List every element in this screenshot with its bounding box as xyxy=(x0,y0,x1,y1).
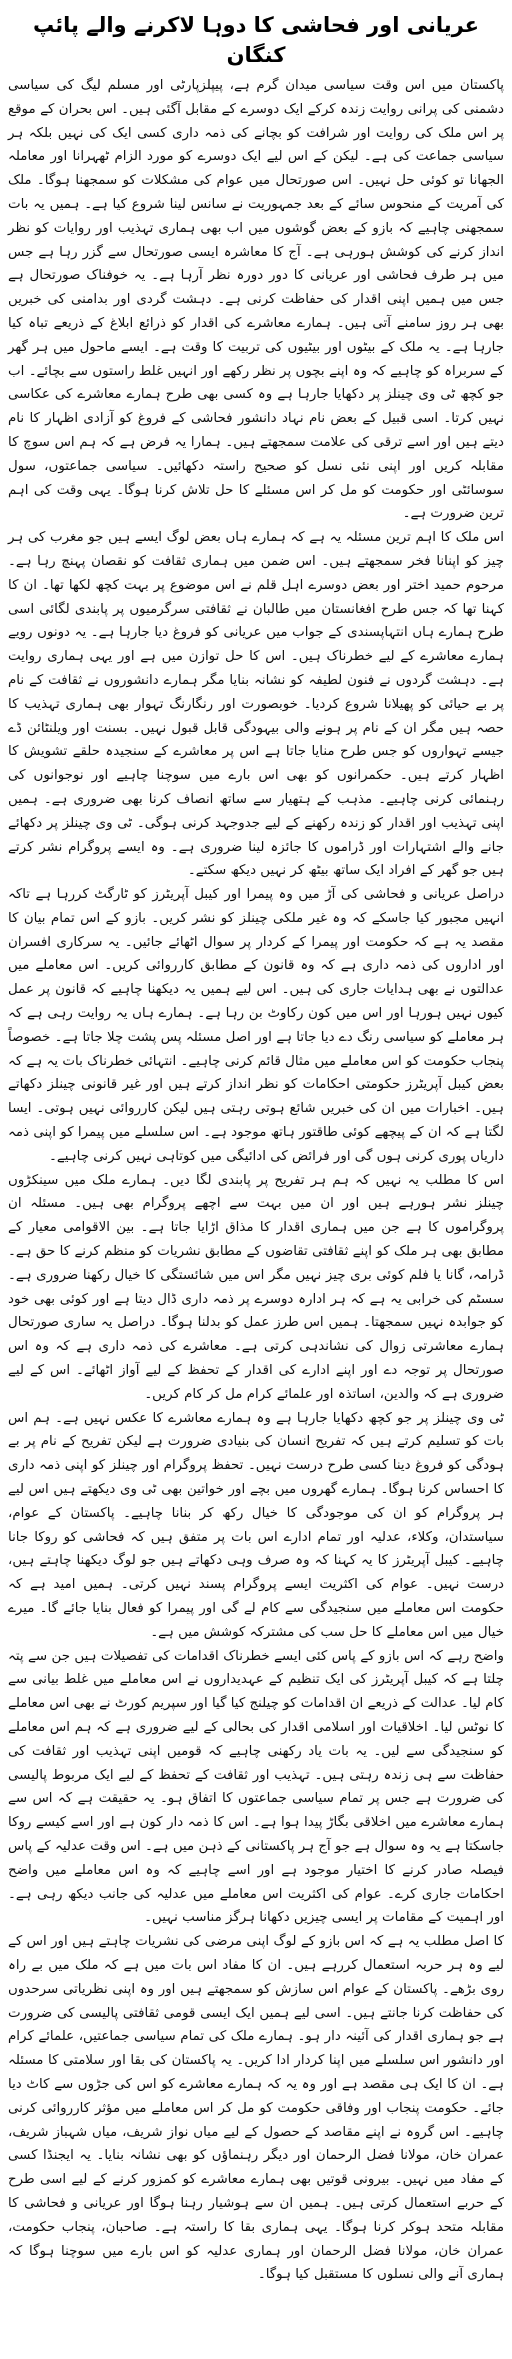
article-paragraph-3: دراصل عریانی و فحاشی کی آڑ میں وہ پیمرا اور کیبل آپریٹرز کو ٹارگٹ کررہا ہے تاکہ انہیں مجبور کیا جاسکے کہ وہ غیر ملکی چینلز کو نشر کریں۔ بازو کے اس تمام بیان کا مقصد یہ ہے کہ حکومت اور پیمرا کے کردار پر سوال اٹھائے جائیں۔ یہ سرکاری افسران اور اداروں کی ذمہ داری ہے کہ وہ قانون کے مطابق کارروائی کریں۔ اس معاملے میں عدالتوں نے بھی ہدایات جاری کی ہیں۔ اس لیے ہمیں یہ دیکھنا چاہیے کہ قانون پر عمل کیوں نہیں ہورہا اور اس میں کون رکاوٹ بن رہا ہے۔ ہمارے ہاں یہ روایت رہی ہے کہ ہر معاملے کو سیاسی رنگ دے دیا جاتا ہے اور اصل مسئلہ پس پشت چلا جاتا ہے۔ خصوصاً پنجاب حکومت کو اس معاملے میں مثال قائم کرنی چاہیے۔ انتہائی خطرناک بات یہ ہے کہ بعض کیبل آپریٹرز حکومتی احکامات کو نظر انداز کرتے ہیں اور غیر قانونی چینلز دکھاتے ہیں۔ اخبارات میں ان کی خبریں شائع ہوتی رہتی ہیں لیکن کارروائی نہیں ہوتی۔ ایسا لگتا ہے کہ ان کے پیچھے کوئی طاقتور ہاتھ موجود ہے۔ اس سلسلے میں پیمرا کو اپنی ذمہ داریاں پوری کرنی ہوں گی اور فرائض کی ادائیگی میں کوتاہی نہیں کرنی چاہیے۔ xyxy=(8,887,504,1164)
article-paragraph-5: ٹی وی چینلز پر جو کچھ دکھایا جارہا ہے وہ ہمارے معاشرے کا عکس نہیں ہے۔ ہم اس بات کو تسلیم کرتے ہیں کہ تفریح انسان کی بنیادی ضرورت ہے لیکن تفریح کے نام پر بے ہودگی کو فروغ دینا کسی طرح درست نہیں۔ تحفظ پروگرام اور چینلز کو اپنی ذمہ داری کا احساس کرنا ہوگا۔ ہمارے گھروں میں بچے اور خواتین بھی ٹی وی دیکھتے ہیں اس لیے ہر پروگرام کو ان کی موجودگی کا خیال رکھ کر بنانا چاہیے۔ پاکستان کے عوام، سیاستدان، وکلاء، عدلیہ اور تمام ادارے اس بات پر متفق ہیں کہ فحاشی کو روکا جانا چاہیے۔ کیبل آپریٹرز کا یہ کہنا کہ وہ صرف وہی دکھاتے ہیں جو لوگ دیکھنا چاہتے ہیں، درست نہیں۔ عوام کی اکثریت ایسے پروگرام پسند نہیں کرتی۔ ہمیں امید ہے کہ حکومت اس معاملے میں سنجیدگی سے کام لے گی اور پیمرا کو فعال بنایا جائے گا۔ میرے خیال میں اس معاملے کا حل سب کی مشترکہ کوشش میں ہے۔ xyxy=(8,1410,504,1640)
article-headline: عریانی اور فحاشی کا دوہا لاکرنے والے پائپ کنگان xyxy=(32,13,480,67)
article-paragraph-2: اس ملک کا اہم ترین مسئلہ یہ ہے کہ ہمارے ہاں بعض لوگ ایسے ہیں جو مغرب کی ہر چیز کو اپنانا فخر سمجھتے ہیں۔ اس ضمن میں ہماری ثقافت کو نقصان پہنچ رہا ہے۔ مرحوم حمید اختر اور بعض دوسرے اہل قلم نے اس موضوع پر بہت کچھ لکھا تھا۔ ان کا کہنا تھا کہ جس طرح افغانستان میں طالبان نے ثقافتی سرگرمیوں پر پابندی لگائی اسی طرح ہمارے ہاں انتہاپسندی کے جواب میں عریانی کو فروغ دیا جارہا ہے۔ یہ دونوں رویے ہمارے معاشرے کے لیے خطرناک ہیں۔ اس کا حل توازن میں ہے اور یہی ہماری روایت ہے۔ دہشت گردوں نے فنون لطیفہ کو نشانہ بنایا مگر ہمارے دانشوروں نے ثقافت کے نام پر بے حیائی کو پھیلانا شروع کردیا۔ خوبصورت اور رنگارنگ تہوار بھی ہماری تہذیب کا حصہ ہیں مگر ان کے نام پر ہونے والی بیہودگی قابل قبول نہیں۔ بسنت اور ویلنٹائن ڈے جیسے تہواروں کو جس طرح منایا جاتا ہے اس پر معاشرے کے سنجیدہ حلقے تشویش کا اظہار کرتے ہیں۔ حکمرانوں کو بھی اس بارے میں سوچنا چاہیے اور نوجوانوں کی رہنمائی کرنی چاہیے۔ مذہب کے ہتھیار سے ساتھ انصاف کرنا بھی ضروری ہے۔ ہمیں اپنی تہذیب اور اقدار کو زندہ رکھنے کے لیے جدوجہد کرنی ہوگی۔ ٹی وی چینلز پر دکھائے جانے والے اشتہارات اور ڈراموں کا جائزہ لینا ضروری ہے۔ وہ ایسے پروگرام نشر کرتے ہیں جو گھر کے افراد ایک ساتھ بیٹھ کر نہیں دیکھ سکتے۔ xyxy=(8,530,504,879)
article-body xyxy=(8,74,504,2287)
article-paragraph-7: کا اصل مطلب یہ ہے کہ اس بازو کے لوگ اپنی مرضی کی نشریات چاہتے ہیں اور اس کے لیے وہ ہر حربہ استعمال کررہے ہیں۔ ان کا مفاد اس بات میں ہے کہ ملک میں بے راہ روی بڑھے۔ پاکستان کے عوام اس سازش کو سمجھتے ہیں اور وہ اپنی نظریاتی سرحدوں کی حفاظت کرنا جانتے ہیں۔ اسی لیے ہمیں ایک ایسی قومی ثقافتی پالیسی کی ضرورت ہے جو ہماری اقدار کی آئینہ دار ہو۔ ہمارے ملک کی تمام سیاسی جماعتیں، علمائے کرام اور دانشور اس سلسلے میں اپنا کردار ادا کریں۔ یہ پاکستان کی بقا اور سلامتی کا مسئلہ ہے۔ ان کا ایک ہی مقصد ہے اور وہ یہ کہ ہمارے معاشرے کو اس کی جڑوں سے کاٹ دیا جائے۔ حکومت پنجاب اور وفاقی حکومت کو مل کر اس معاملے میں مؤثر کارروائی کرنی چاہیے۔ اس گروہ نے اپنے مقاصد کے حصول کے لیے میاں نواز شریف، میاں شہباز شریف، عمران خان، مولانا فضل الرحمان اور دیگر رہنماؤں کو بھی نشانہ بنایا۔ یہ ایجنڈا کسی کے مفاد میں نہیں۔ بیرونی قوتیں بھی ہمارے معاشرے کو کمزور کرنے کے لیے اسی طرح کے حربے استعمال کرتی ہیں۔ ہمیں ان سے ہوشیار رہنا ہوگا اور عریانی و فحاشی کا مقابلہ متحد ہوکر کرنا ہوگا۔ یہی ہماری بقا کا راستہ ہے۔ صاحبان، پنجاب حکومت، عمران خان، مولانا فضل الرحمان اور ہماری عدلیہ کو اس بارے میں سوچنا ہوگا کہ ہماری آنے والی نسلوں کا مستقبل کیا ہوگا۔ xyxy=(8,1934,504,2283)
article-paragraph-6: واضح رہے کہ اس بازو کے پاس کئی ایسے خطرناک اقدامات کی تفصیلات ہیں جن سے پتہ چلتا ہے کہ کیبل آپریٹرز کی ایک تنظیم کے عہدیداروں نے اس معاملے میں غلط بیانی سے کام لیا۔ عدالت کے ذریعے ان اقدامات کو چیلنج کیا گیا اور سپریم کورٹ نے بھی اس معاملے کا نوٹس لیا۔ اخلاقیات اور اسلامی اقدار کی بحالی کے لیے ضروری ہے کہ ہم اس معاملے کو سنجیدگی سے لیں۔ یہ بات یاد رکھنی چاہیے کہ قومیں اپنی تہذیب اور ثقافت کی حفاظت سے ہی زندہ رہتی ہیں۔ تہذیب اور ثقافت کے تحفظ کے لیے ایک مربوط پالیسی کی ضرورت ہے جس پر تمام سیاسی جماعتوں کا اتفاق ہو۔ یہ حقیقت ہے کہ اس سے ہمارے معاشرے میں اخلاقی بگاڑ پیدا ہوا ہے۔ اس کا ذمہ دار کون ہے اور اسے کیسے روکا جاسکتا ہے یہ وہ سوال ہے جو آج ہر پاکستانی کے ذہن میں ہے۔ اس وقت عدلیہ کے پاس فیصلہ صادر کرنے کا اختیار موجود ہے اور اسے چاہیے کہ وہ اس معاملے میں واضح احکامات جاری کرے۔ عوام کی اکثریت اس معاملے میں عدلیہ کی جانب دیکھ رہی ہے۔ اور اہمیت کے مقامات پر ایسی چیزیں دکھانا ہرگز مناسب نہیں۔ xyxy=(8,1648,504,1926)
article-paragraph-1: پاکستان میں اس وقت سیاسی میدان گرم ہے، پیپلزپارٹی اور مسلم لیگ کی سیاسی دشمنی کی پرانی روایت زندہ کرکے ایک دوسرے کے مقابل آگئی ہیں۔ اس بحران کے موقع پر اس ملک کی روایت اور شرافت کو بچانے کی ذمہ داری کسی ایک کی نہیں بلکہ ہر سیاسی جماعت کی ہے۔ لیکن کے اس لیے ایک دوسرے کو مورد الزام ٹھہرانا اور معاملہ الجھانا تو کوئی حل نہیں۔ اس صورتحال میں عوام کی مشکلات کو سمجھنا ہوگا۔ ملک کی آمریت کے منحوس سائے کے بعد جمہوریت نے سانس لینا شروع کیا ہے۔ ہمیں یہ بات سمجھنی چاہیے کہ بازو کے بعض گوشوں میں اب بھی ہماری تہذیب اور روایات کو نظر انداز کرنے کی کوشش ہورہی ہے۔ آج کا معاشرہ ایسی صورتحال سے گزر رہا ہے جس میں ہر طرف فحاشی اور عریانی کا دور دورہ نظر آرہا ہے۔ یہ خوفناک صورتحال ہے جس میں ہمیں اپنی اقدار کی حفاظت کرنی ہے۔ دہشت گردی اور بدامنی کی خبریں بھی ہر روز سامنے آتی ہیں۔ ہمارے معاشرے کی اقدار کو ذرائع ابلاغ کے ذریعے تباہ کیا جارہا ہے۔ یہ ملک کے بیٹوں اور بیٹیوں کی تربیت کا وقت ہے۔ ایسے ماحول میں ہر گھر کے سربراہ کو چاہیے کہ وہ اپنے بچوں پر نظر رکھے اور انہیں غلط راستوں سے بچائے۔ اب جو کچھ ٹی وی چینلز پر دکھایا جارہا ہے وہ کسی بھی طرح ہمارے معاشرے کی عکاسی نہیں کرتا۔ اسی قبیل کے بعض نام نہاد دانشور فحاشی کے فروغ کو آزادی اظہار کا نام دیتے ہیں اور اسے ترقی کی علامت سمجھتے ہیں۔ ہمارا یہ فرض ہے کہ ہم اس سوچ کا مقابلہ کریں اور اپنی نئی نسل کو صحیح راستہ دکھائیں۔ سیاسی جماعتوں، سول سوسائٹی اور حکومت کو مل کر اس مسئلے کا حل تلاش کرنا ہوگا۔ یہی وقت کی اہم ترین ضرورت ہے۔ xyxy=(8,78,504,522)
article-paragraph-4: اس کا مطلب یہ نہیں کہ ہم ہر تفریح پر پابندی لگا دیں۔ ہمارے ملک میں سینکڑوں چینلز نشر ہورہے ہیں اور ان میں بہت سے اچھے پروگرام بھی ہیں۔ مسئلہ ان پروگراموں کا ہے جن میں ہماری اقدار کا مذاق اڑایا جاتا ہے۔ بین الاقوامی معیار کے مطابق بھی ہر ملک کو اپنے ثقافتی تقاضوں کے مطابق نشریات کو منظم کرنے کا حق ہے۔ ڈرامہ، گانا یا فلم کوئی بری چیز نہیں مگر اس میں شائستگی کا خیال رکھنا ضروری ہے۔ سسٹم کی خرابی یہ ہے کہ ہر ادارہ دوسرے پر ذمہ داری ڈال دیتا ہے اور کوئی بھی خود کو جوابدہ نہیں سمجھتا۔ ہمیں اس طرز عمل کو بدلنا ہوگا۔ دراصل یہ ساری صورتحال ہمارے معاشرتی زوال کی نشاندہی کرتی ہے۔ معاشرے کی ذمہ داری ہے کہ وہ اس صورتحال پر توجہ دے اور اپنے ادارے کی اقدار کے تحفظ کے لیے آواز اٹھائے۔ اس کے لیے ضروری ہے کہ والدین، اساتذہ اور علمائے کرام مل کر کام کریں۔ xyxy=(8,1172,504,1402)
